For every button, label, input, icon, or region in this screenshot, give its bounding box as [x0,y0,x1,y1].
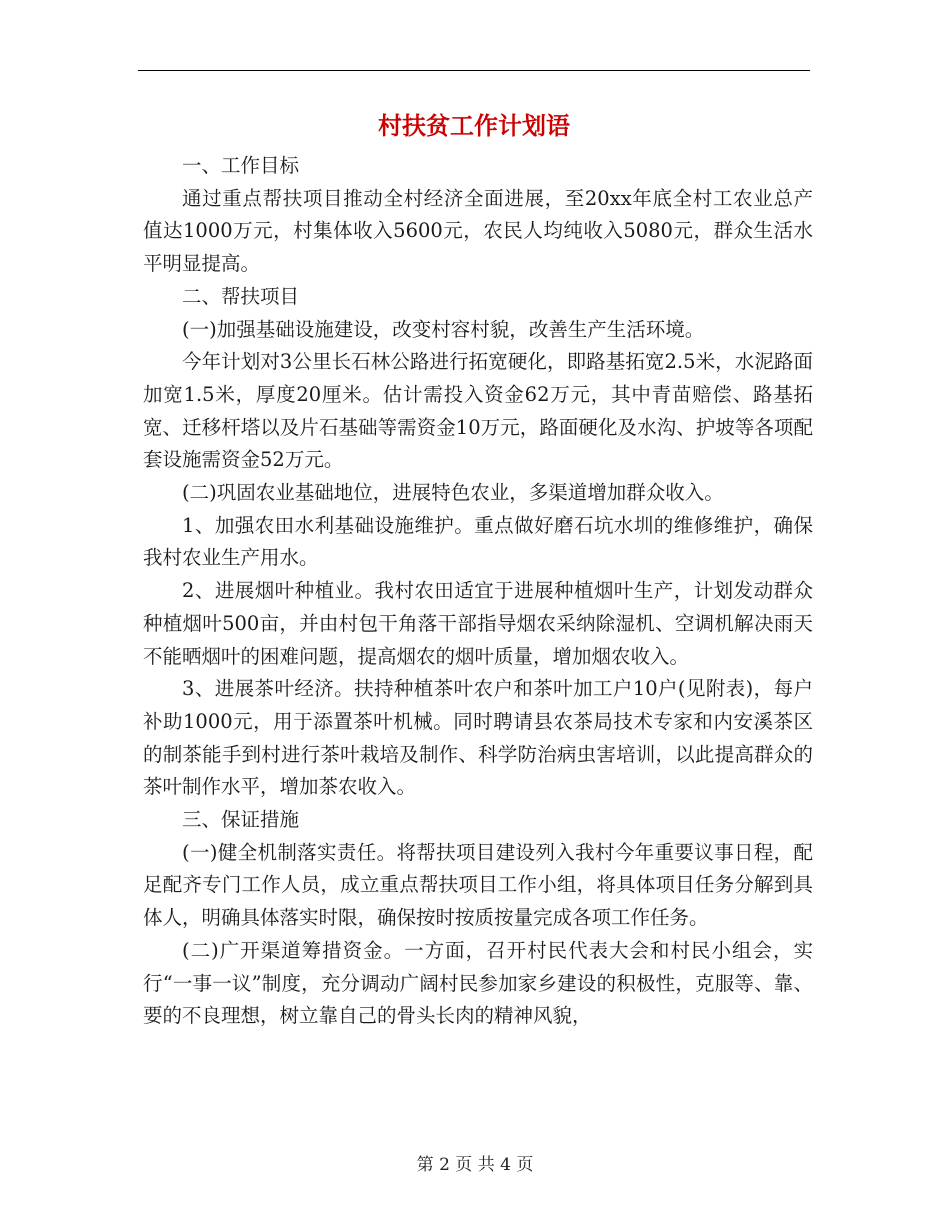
paragraph-mechanism: (一)健全机制落实责任。将帮扶项目建设列入我村今年重要议事日程，配足配齐专门工作人员，成立重点帮扶项目工作小组，将具体项目任务分解到具体人，明确具体落实时限，确保按时按质按量完成各项工作任务。 [143,840,813,930]
document-title: 村扶贫工作计划语 [378,111,570,140]
paragraph-goals: 通过重点帮扶项目推动全村经济全面进展，至20xx年底全村工农业总产值达1000万元，村集体收入5600元，农民人均纯收入5080元，群众生活水平明显提高。 [143,186,813,276]
header-rule [138,70,810,71]
subheading-infrastructure: (一)加强基础设施建设，改变村容村貌，改善生产生活环境。 [182,317,705,341]
paragraph-tobacco: 2、进展烟叶种植业。我村农田适宜于进展种植烟叶生产，计划发动群众种植烟叶500亩，并由村包干角落干部指导烟农采纳除湿机、空调机解决雨天不能晒烟叶的困难问题，提高烟农的烟叶质量，增加烟农收入。 [143,579,813,668]
paragraph-tea: 3、进展茶叶经济。扶持种植茶叶农户和茶叶加工户10户(见附表)，每户补助1000元，用于添置茶叶机械。同时聘请县农茶局技术专家和内安溪茶区的制茶能手到村进行茶叶栽培及制作、科学防治病虫害培训，以此提高群众的茶叶制作水平，增加茶农收入。 [143,677,813,799]
subheading-agriculture: (二)巩固农业基础地位，进展特色农业，多渠道增加群众收入。 [182,481,724,505]
section-heading-measures: 三、保证措施 [182,808,300,832]
section-heading-projects: 二、帮扶项目 [182,284,300,308]
paragraph-irrigation: 1、加强农田水利基础设施维护。重点做好磨石坑水圳的维修维护，确保我村农业生产用水。 [143,513,813,570]
paragraph-funding: (二)广开渠道筹措资金。一方面，召开村民代表大会和村民小组会，实行“一事一议”制度，充分调动广阔村民参加家乡建设的积极性，克服等、靠、要的不良理想，树立靠自己的骨头长肉的精神风貌， [143,938,813,1028]
document-body [143,150,813,1033]
paragraph-road-plan: 今年计划对3公里长石林公路进行拓宽硬化，即路基拓宽2.5米，水泥路面加宽1.5米，厚度20厘米。估计需投入资金62万元，其中青苗赔偿、路基拓宽、迁移杆塔以及片石基础等需资金10万元，路面硬化及水沟、护坡等各项配套设施需资金52万元。 [143,350,813,472]
section-heading-goals: 一、工作目标 [182,154,300,177]
page-number-footer: 第 2 页 共 4 页 [416,1155,534,1175]
